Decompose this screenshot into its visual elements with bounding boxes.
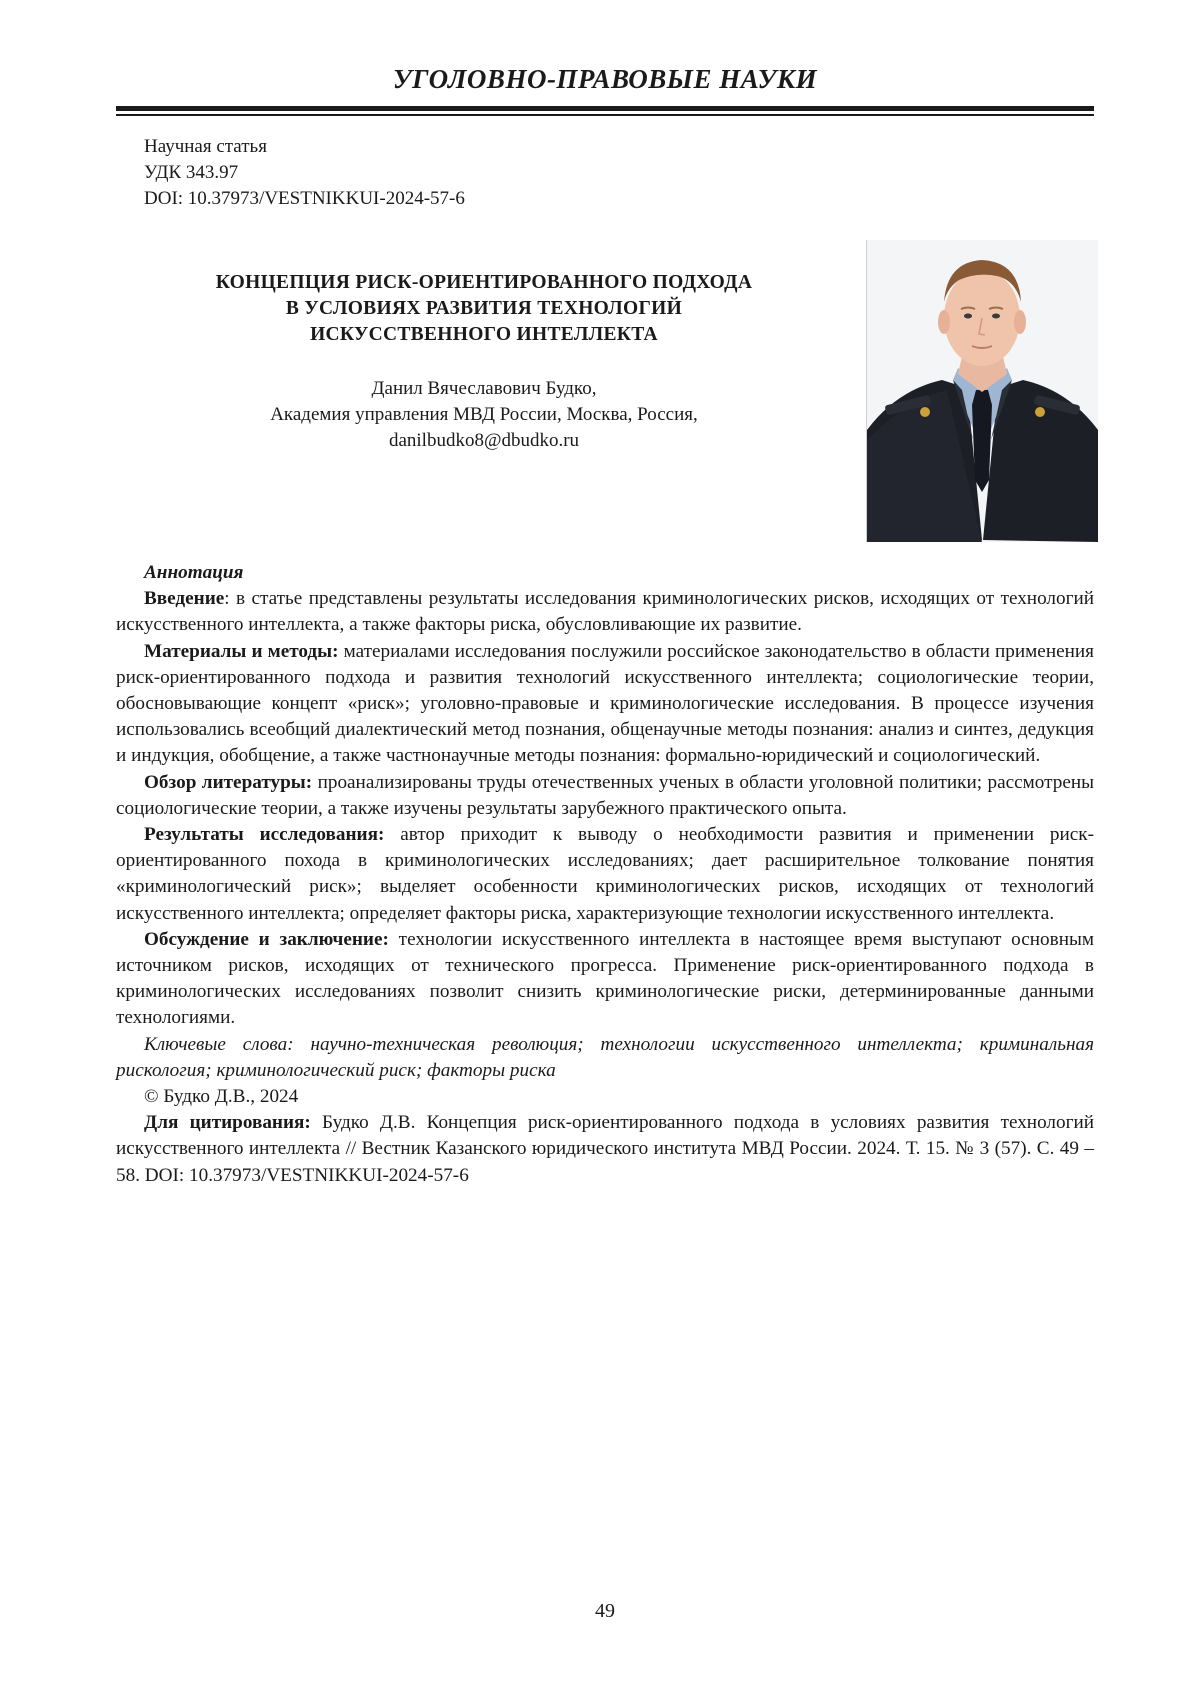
discussion-label: Обсуждение и заключение: [144,929,389,950]
article-meta [144,134,465,212]
header-rule-thin [116,114,1094,116]
results-text: автор приходит к выводу о необходимости развития и применении риск-ориентированного похода в криминологических исследованиях; дает расширительное толкование понятия «криминологический риск»; выделяет особенности криминологических рисков, исходящих от технологий искусственного интеллекта; определяет факторы риска, характеризующие технологии искусственного интеллекта. [116,824,1094,924]
author-name: Данил Вячеславович Будко, [116,376,852,402]
results-label: Результаты исследования: [144,824,384,845]
author-email: danilbudko8@dbudko.ru [116,428,852,454]
discussion-text: технологии искусственного интеллекта в настоящее время выступают основным источником рисков, исходящих от технического прогресса. Применение риск-ориентированного подхода в криминологических исследованиях позволит снизить криминологические риски, детерминированные данными технологиями. [116,929,1094,1029]
abstract-literature-review [116,770,1094,822]
review-label: Обзор литературы: [144,772,312,793]
section-header: УГОЛОВНО-ПРАВОВЫЕ НАУКИ [116,64,1094,95]
citation [116,1110,1094,1189]
abstract-results [116,822,1094,927]
article-title-line-1: КОНЦЕПЦИЯ РИСК-ОРИЕНТИРОВАННОГО ПОДХОДА [116,270,852,296]
title-block [116,270,852,454]
journal-page [0,0,1200,1697]
review-text: проанализированы труды отечественных ученых в области уголовной политики; рассмотрены социологические теории, а также изучены результаты зарубежного практического опыта. [116,772,1094,819]
abstract-discussion [116,927,1094,1032]
article-title-line-2: В УСЛОВИЯХ РАЗВИТИЯ ТЕХНОЛОГИЙ [116,296,852,322]
abstract-heading-paragraph [116,560,1094,586]
author-portrait-illustration [867,240,1098,542]
citation-text: Будко Д.В. Концепция риск-ориентированного подхода в условиях развития технологий искусственного интеллекта // Вестник Казанского юридического института МВД России. 2024. Т. 15. № 3 (57). С. 49 – 58. DOI: 10.37973/VESTNIKKUI-2024-57-6 [116,1112,1094,1185]
abstract-section [116,560,1094,1189]
citation-label: Для цитирования: [144,1112,311,1133]
doi: DOI: 10.37973/VESTNIKKUI-2024-57-6 [144,186,465,212]
udc-code: УДК 343.97 [144,160,465,186]
introduction-label: Введение [144,588,224,609]
article-type: Научная статья [144,134,465,160]
copyright: © Будко Д.В., 2024 [116,1084,1094,1110]
abstract-methods [116,639,1094,770]
author-affiliation: Академия управления МВД России, Москва, Россия, [116,402,852,428]
methods-label: Материалы и методы: [144,641,339,662]
introduction-text: : в статье представлены результаты исследования криминологических рисков, исходящих от технологий искусственного интеллекта, а также факторы риска, обусловливающие их развитие. [116,588,1094,635]
header-rule-thick [116,106,1094,111]
author-block [116,376,852,454]
page-number: 49 [0,1600,1200,1623]
author-photo [866,240,1098,542]
keywords: Ключевые слова: научно-техническая революция; технологии искусственного интеллекта; криминальная рискология; криминологический риск; факторы риска [116,1032,1094,1084]
article-title-line-3: ИСКУССТВЕННОГО ИНТЕЛЛЕКТА [116,322,852,348]
abstract-introduction [116,586,1094,638]
methods-text: материалами исследования послужили российское законодательство в области применения риск-ориентированного подхода и развития технологий искусственного интеллекта; социологические теории, обосновывающие концепт «риск»; уголовно-правовые и криминологические исследования. В процессе изучения использовались всеобщий диалектический метод познания, общенаучные методы познания: анализ и синтез, дедукция и индукция, обобщение, а также частнонаучные методы познания: формально-юридический и социологический. [116,641,1094,767]
abstract-heading: Аннотация [144,562,243,583]
